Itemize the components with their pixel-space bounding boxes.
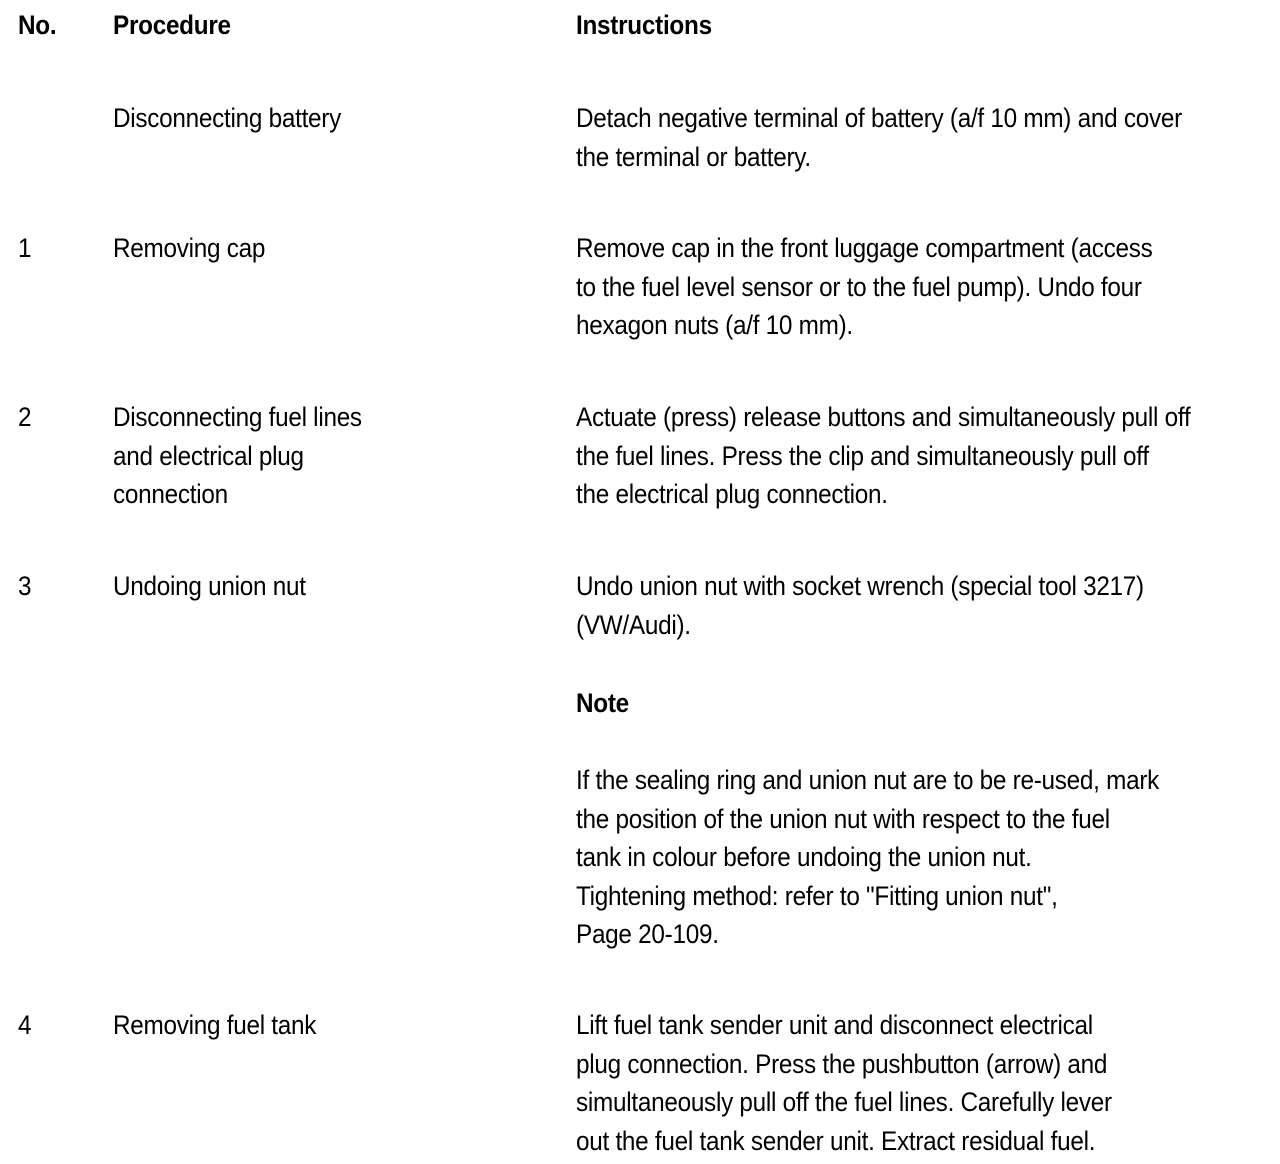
- note-line: Page 20-109.: [576, 919, 719, 949]
- row-3-instructions-line: Undo union nut with socket wrench (special tool 3217): [576, 571, 1144, 601]
- row-4-instructions-line: simultaneously pull off the fuel lines. Carefully lever: [576, 1087, 1112, 1117]
- row-1-instructions-line: hexagon nuts (a/f 10 mm).: [576, 310, 853, 340]
- row-0-instructions-line: the terminal or battery.: [576, 141, 811, 172]
- row-0-procedure-line: Disconnecting battery: [113, 103, 342, 133]
- row-2-procedure-line: Disconnecting fuel lines: [113, 402, 362, 432]
- row-4-number: 4: [18, 1010, 32, 1040]
- row-2-number: 2: [18, 402, 32, 432]
- row-3-instructions-line: (VW/Audi).: [576, 609, 691, 640]
- row-1-instructions: [576, 229, 1152, 345]
- note-line: tank in colour before undoing the union nut.: [576, 842, 1032, 872]
- row-4-procedure-line: Removing fuel tank: [113, 1010, 317, 1040]
- row-4-procedure: [113, 1006, 316, 1045]
- row-4-instructions-line: Lift fuel tank sender unit and disconnect electrical: [576, 1010, 1093, 1040]
- note-line: Tightening method: refer to "Fitting union nut",: [576, 880, 1058, 911]
- note-body: [576, 761, 1159, 954]
- header-no: No.: [18, 10, 57, 40]
- header-instructions: Instructions: [576, 10, 712, 40]
- row-2-procedure-line: connection: [113, 479, 228, 509]
- row-3-procedure: [113, 567, 306, 606]
- row-2-instructions-line: the fuel lines. Press the clip and simultaneously pull off: [576, 440, 1149, 471]
- row-1-number: 1: [18, 233, 32, 263]
- note-line: the position of the union nut with respect to the fuel: [576, 803, 1110, 834]
- row-1-instructions-line: Remove cap in the front luggage compartment (access: [576, 233, 1153, 263]
- note-heading: Note: [576, 688, 629, 718]
- note-line: If the sealing ring and union nut are to be re-used, mark: [576, 765, 1160, 795]
- row-3-instructions: [576, 567, 1144, 644]
- row-1-procedure: [113, 229, 265, 268]
- row-0-instructions: [576, 99, 1182, 176]
- row-2-instructions-line: Actuate (press) release buttons and simultaneously pull off: [576, 402, 1191, 432]
- row-3-procedure-line: Undoing union nut: [113, 571, 306, 601]
- row-4-instructions: [576, 1006, 1112, 1160]
- row-2-procedure: [113, 398, 362, 514]
- row-0-instructions-line: Detach negative terminal of battery (a/f 10 mm) and cover: [576, 103, 1182, 133]
- row-2-instructions: [576, 398, 1190, 514]
- row-2-instructions-line: the electrical plug connection.: [576, 479, 888, 509]
- row-1-procedure-line: Removing cap: [113, 233, 266, 263]
- header-procedure: Procedure: [113, 10, 231, 40]
- row-4-instructions-line: out the fuel tank sender unit. Extract residual fuel.: [576, 1125, 1096, 1156]
- row-1-instructions-line: to the fuel level sensor or to the fuel pump). Undo four: [576, 271, 1142, 302]
- row-3-number: 3: [18, 571, 32, 601]
- row-0-procedure: [113, 99, 341, 138]
- row-2-procedure-line: and electrical plug: [113, 440, 304, 471]
- row-4-instructions-line: plug connection. Press the pushbutton (arrow) and: [576, 1048, 1108, 1079]
